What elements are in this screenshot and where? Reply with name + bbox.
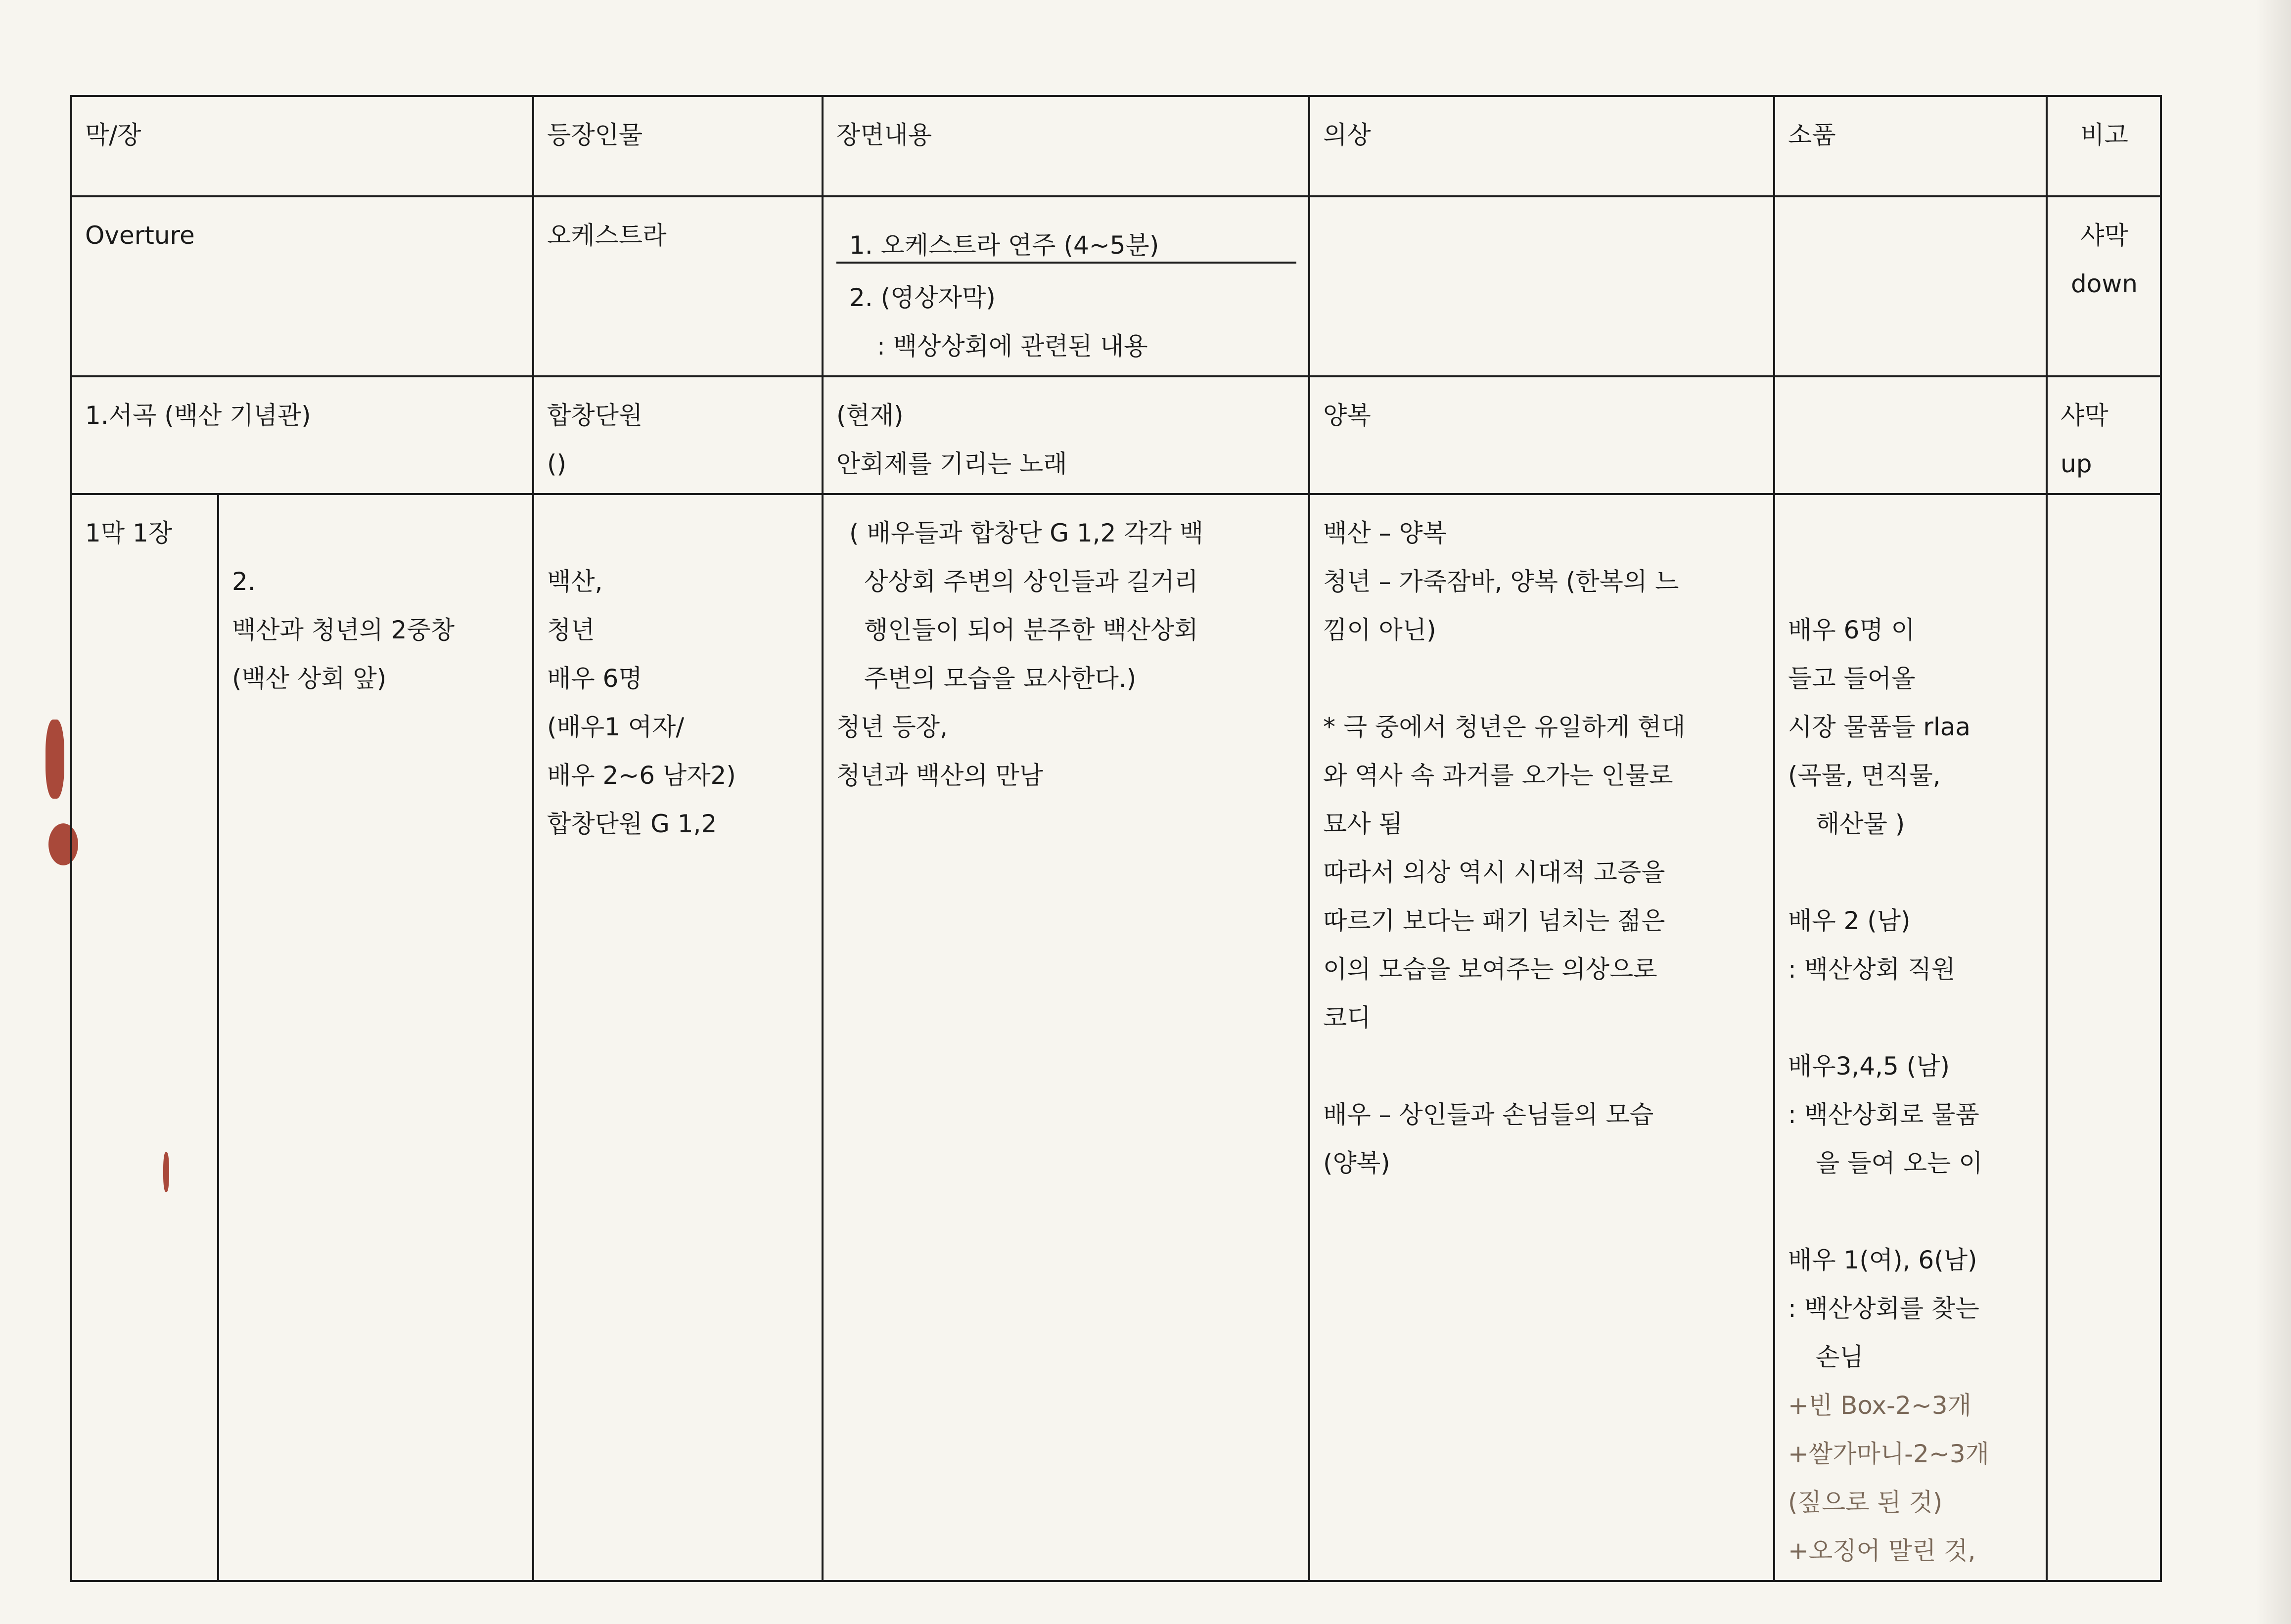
props-extra-line: +오징어 말린 것, bbox=[1788, 1536, 1976, 1565]
cast-line: 청년 bbox=[547, 616, 595, 644]
costume-line: 청년 – 가죽잠바, 양복 (한복의 느 bbox=[1323, 567, 1679, 596]
song-number: 2. bbox=[232, 567, 256, 596]
costume-line: 백산 – 양복 bbox=[1323, 519, 1447, 547]
costume-line: 묘사 됨 bbox=[1323, 810, 1403, 838]
content-line: ( 배우들과 합창단 G 1,2 각각 백 bbox=[849, 519, 1204, 547]
overture-cast: 오케스트라 bbox=[533, 196, 823, 376]
cast-line: (배우1 여자/ bbox=[547, 713, 685, 741]
cast-line: 합창단원 bbox=[547, 401, 643, 430]
remarks-line: up bbox=[2061, 450, 2092, 478]
cast-line: 배우 6명 bbox=[547, 664, 642, 693]
remarks-line: 샤막 bbox=[2080, 221, 2128, 250]
overture-content-2a: 2. (영상자막) bbox=[849, 283, 996, 312]
content-line: 행인들이 되어 분주한 백산상회 bbox=[864, 616, 1198, 644]
costume-line: (양복) bbox=[1323, 1149, 1390, 1177]
cast-line: 합창단원 G 1,2 bbox=[547, 810, 717, 838]
act1-song bbox=[218, 494, 533, 1581]
costume-spacer bbox=[1323, 1042, 1761, 1090]
act1-scene1-row bbox=[71, 494, 2161, 1581]
header-cast: 등장인물 bbox=[533, 96, 823, 196]
overture-act-scene: Overture bbox=[71, 196, 533, 376]
props-line: (곡물, 면직물, bbox=[1788, 761, 1941, 790]
content-line: 주변의 모습을 묘사한다.) bbox=[864, 664, 1137, 693]
song-title: 백산과 청년의 2중창 bbox=[232, 616, 455, 644]
overture-props bbox=[1774, 196, 2047, 376]
props-line: 배우3,4,5 (남) bbox=[1788, 1052, 1950, 1081]
props-line: 시장 물품들 rlaa bbox=[1788, 713, 1971, 741]
props-line: 들고 들어올 bbox=[1788, 664, 1916, 693]
props-spacer bbox=[1788, 1187, 2034, 1236]
act1-costume bbox=[1309, 494, 1774, 1581]
act1-act-scene: 1막 1장 bbox=[71, 494, 218, 1581]
costume-line: 낌이 아닌) bbox=[1323, 616, 1436, 644]
prologue-row bbox=[71, 376, 2161, 494]
overture-content-1: 1. 오케스트라 연주 (4~5분) bbox=[849, 231, 1159, 260]
props-extra-line: +쌀가마니-2~3개 bbox=[1788, 1440, 1989, 1468]
prologue-props bbox=[1774, 376, 2047, 494]
overture-costume bbox=[1309, 196, 1774, 376]
prologue-remarks bbox=[2047, 376, 2161, 494]
cast-line: () bbox=[547, 450, 567, 478]
act1-cast bbox=[533, 494, 823, 1581]
prologue-costume: 양복 bbox=[1309, 376, 1774, 494]
content-line: 상상회 주변의 상인들과 길거리 bbox=[864, 567, 1198, 596]
table-header-row bbox=[71, 96, 2161, 196]
remarks-line: 샤막 bbox=[2061, 401, 2108, 430]
header-scene-content: 장면내용 bbox=[823, 96, 1309, 196]
costume-line: 따라서 의상 역시 시대적 고증을 bbox=[1323, 858, 1665, 887]
props-spacer bbox=[1788, 848, 2034, 897]
costume-line: 와 역사 속 과거를 오가는 인물로 bbox=[1323, 761, 1673, 790]
props-extra-line: (짚으로 된 것) bbox=[1788, 1488, 1943, 1517]
stain-mark bbox=[46, 720, 64, 799]
costume-line: 따르기 보다는 패기 넘치는 젊은 bbox=[1323, 906, 1665, 935]
remarks-line: down bbox=[2071, 270, 2138, 298]
overture-content bbox=[823, 196, 1309, 376]
prologue-act-scene: 1.서곡 (백산 기념관) bbox=[71, 376, 533, 494]
costume-line: 코디 bbox=[1323, 1003, 1371, 1032]
costume-spacer bbox=[1323, 654, 1761, 703]
act1-props bbox=[1774, 494, 2047, 1581]
overture-content-2b: : 백상상회에 관련된 내용 bbox=[877, 332, 1148, 361]
props-line: 을 들여 오는 이 bbox=[1816, 1149, 1983, 1177]
overture-remarks bbox=[2047, 196, 2161, 376]
header-act-scene: 막/장 bbox=[71, 96, 533, 196]
song-location: (백산 상회 앞) bbox=[232, 664, 387, 693]
costume-line: * 극 중에서 청년은 유일하게 현대 bbox=[1323, 713, 1686, 741]
props-line: 배우 6명 이 bbox=[1788, 616, 1915, 644]
prologue-content bbox=[823, 376, 1309, 494]
paper-edge-shadow bbox=[2256, 0, 2291, 1624]
cast-line: 배우 2~6 남자2) bbox=[547, 761, 736, 790]
props-line: : 백산상회 직원 bbox=[1788, 955, 1956, 984]
props-spacer bbox=[1788, 993, 2034, 1042]
props-line: 해산물 ) bbox=[1816, 810, 1905, 838]
header-props: 소품 bbox=[1774, 96, 2047, 196]
cast-line: 백산, bbox=[547, 567, 603, 596]
props-line: : 백산상회로 물품 bbox=[1788, 1100, 1979, 1129]
props-line: 배우 2 (남) bbox=[1788, 906, 1911, 935]
act1-content bbox=[823, 494, 1309, 1581]
prologue-cast bbox=[533, 376, 823, 494]
props-line: : 백산상회를 찾는 bbox=[1788, 1294, 1979, 1323]
costume-line: 배우 – 상인들과 손님들의 모습 bbox=[1323, 1100, 1654, 1129]
content-line: 안회제를 기리는 노래 bbox=[836, 450, 1067, 478]
props-line: 손님 bbox=[1816, 1343, 1864, 1371]
costume-line: 이의 모습을 보여주는 의상으로 bbox=[1323, 955, 1657, 984]
content-line: (현재) bbox=[836, 401, 904, 430]
props-extra-line: +빈 Box-2~3개 bbox=[1788, 1391, 1971, 1420]
overture-row bbox=[71, 196, 2161, 376]
act1-remarks bbox=[2047, 494, 2161, 1581]
production-table bbox=[70, 95, 2162, 1582]
header-remarks: 비고 bbox=[2047, 96, 2161, 196]
content-line: 청년 등장, bbox=[836, 713, 948, 741]
props-line: 배우 1(여), 6(남) bbox=[1788, 1246, 1977, 1274]
content-line: 청년과 백산의 만남 bbox=[836, 761, 1044, 790]
header-costume: 의상 bbox=[1309, 96, 1774, 196]
